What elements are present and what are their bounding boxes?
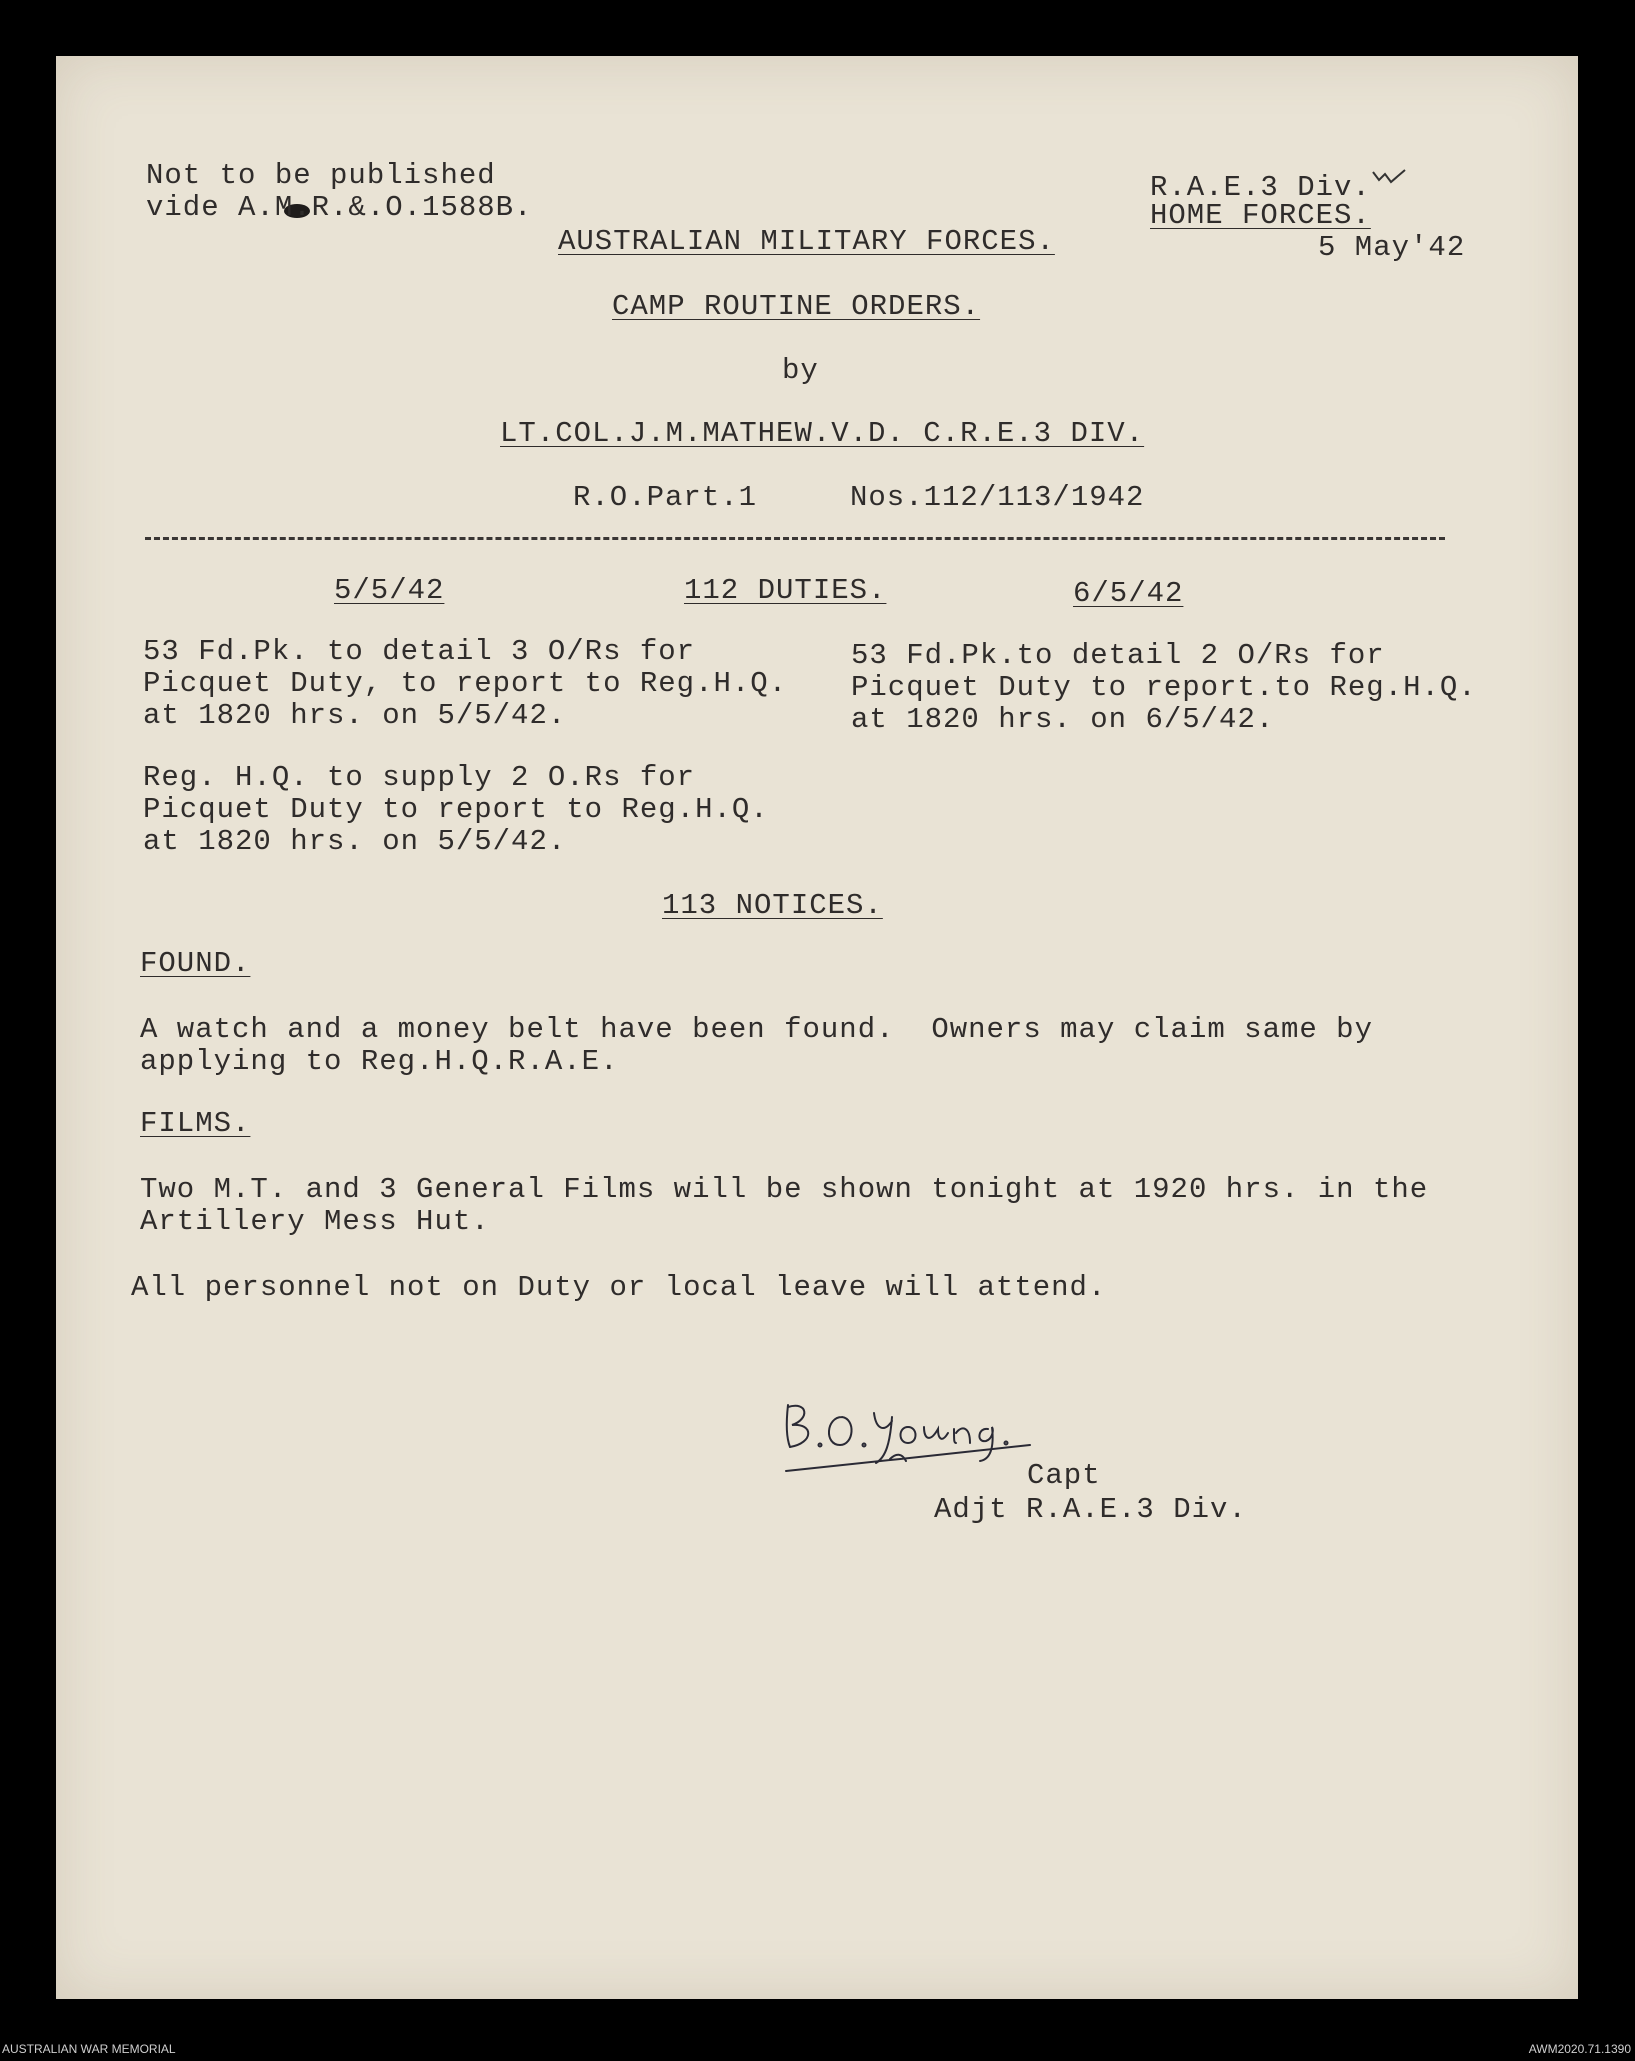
duties-left-para-2-line: Reg. H.Q. to supply 2 O.Rs for <box>143 761 696 794</box>
duties-left-para-1-line: Picquet Duty, to report to Reg.H.Q. <box>143 667 788 700</box>
duties-left-para-2-line: at 1820 hrs. on 5/5/42. <box>143 825 567 858</box>
restriction-line-1: Not to be published <box>146 159 496 192</box>
unit-line-1: R.A.E.3 Div. <box>1150 171 1371 204</box>
title-numbers: Nos.112/113/1942 <box>850 481 1145 514</box>
title-orders: CAMP ROUTINE ORDERS. <box>612 290 981 323</box>
films-heading: FILMS. <box>140 1107 251 1140</box>
title-officer: LT.COL.J.M.MATHEW.V.D. C.R.E.3 DIV. <box>500 417 1145 450</box>
duties-left-para-2-line: Picquet Duty to report to Reg.H.Q. <box>143 793 769 826</box>
footer-institution: AUSTRALIAN WAR MEMORIAL <box>2 2042 176 2056</box>
films-text-line: Two M.T. and 3 General Films will be shown tonight at 1920 hrs. in the <box>140 1173 1429 1206</box>
title-by: by <box>782 354 819 387</box>
found-text-line: A watch and a money belt have been found. Owners may claim same by <box>140 1013 1373 1046</box>
found-heading: FOUND. <box>140 947 251 980</box>
attendance-notice: All personnel not on Duty or local leave will attend. <box>131 1271 1107 1304</box>
document-date: 5 May'42 <box>1318 231 1466 264</box>
pencil-mark <box>1371 168 1419 188</box>
duties-date-right: 6/5/42 <box>1073 577 1184 610</box>
signature-title: Adjt R.A.E.3 Div. <box>934 1493 1247 1526</box>
found-text-line: applying to Reg.H.Q.R.A.E. <box>140 1045 619 1078</box>
duties-right-para-1-line: Picquet Duty to report.to Reg.H.Q. <box>851 671 1477 704</box>
duties-right-para-1-line: at 1820 hrs. on 6/5/42. <box>851 703 1275 736</box>
signature-rank: Capt <box>1027 1459 1101 1492</box>
films-text-line: Artillery Mess Hut. <box>140 1205 490 1238</box>
footer-accession: AWM2020.71.1390 <box>1528 2042 1631 2056</box>
signature <box>780 1393 1050 1473</box>
duties-heading: 112 DUTIES. <box>684 574 887 607</box>
restriction-line-2: vide A.M.R.&.O.1588B. <box>146 191 533 224</box>
separator-rule <box>145 537 1445 540</box>
title-forces: AUSTRALIAN MILITARY FORCES. <box>558 225 1055 258</box>
duties-right-para-1-line: 53 Fd.Pk.to detail 2 O/Rs for <box>851 639 1385 672</box>
duties-left-para-1-line: 53 Fd.Pk. to detail 3 O/Rs for <box>143 635 696 668</box>
duties-left-para-1-line: at 1820 hrs. on 5/5/42. <box>143 699 567 732</box>
notices-heading: 113 NOTICES. <box>662 889 883 922</box>
unit-line-2: HOME FORCES. <box>1150 199 1371 232</box>
duties-date-left: 5/5/42 <box>334 574 445 607</box>
title-part: R.O.Part.1 <box>573 481 758 514</box>
